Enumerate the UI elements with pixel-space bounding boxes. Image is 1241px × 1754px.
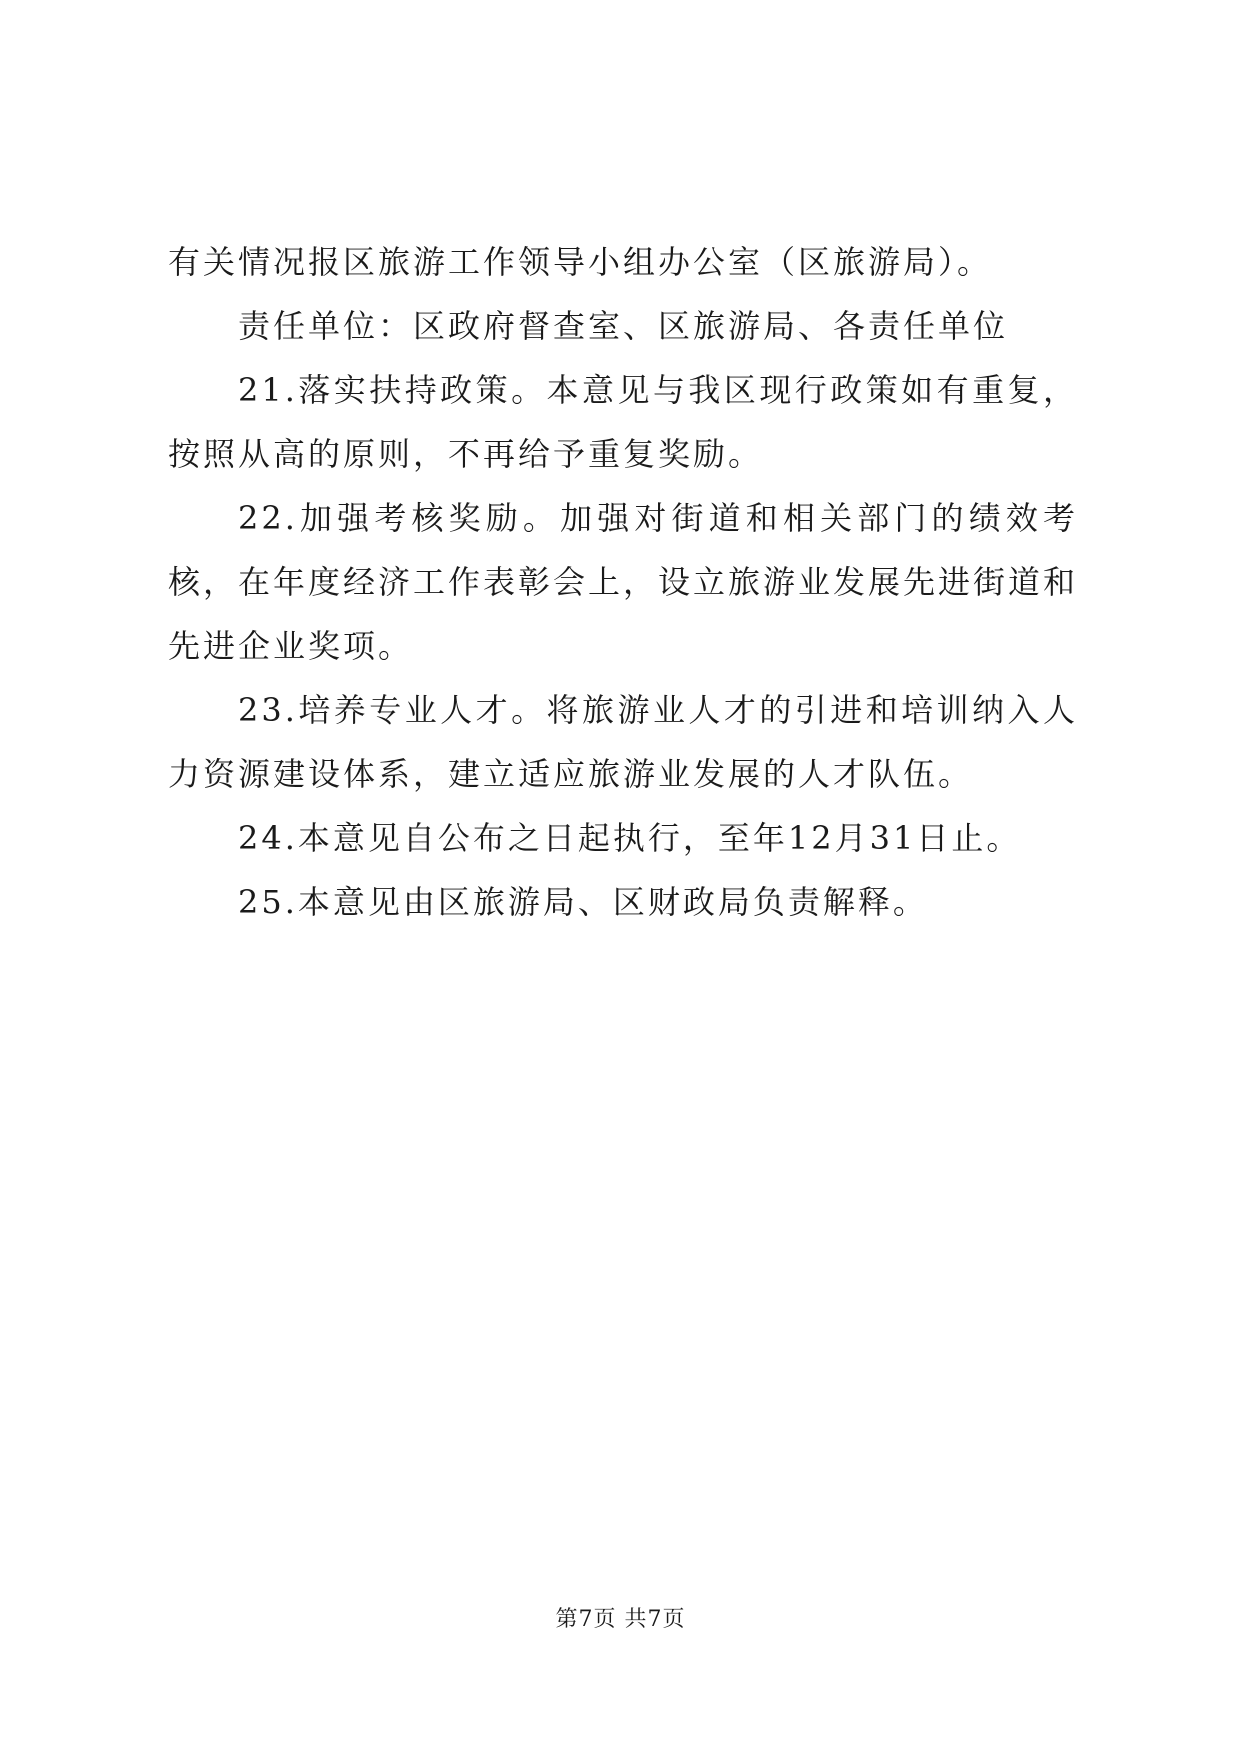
paragraph-responsible-units: 责任单位：区政府督查室、区旅游局、各责任单位: [238, 307, 1009, 345]
page-number-label: 第7页 共7页: [555, 1607, 686, 1632]
document-body: [168, 230, 1078, 934]
page-footer: [0, 1605, 1241, 1635]
paragraph-item-24: 24.本意见自公布之日起执行，至年12月31日止。: [238, 819, 1022, 857]
paragraph-item-22: 22.加强考核奖励。加强对街道和相关部门的绩效考核，在年度经济工作表彰会上，设立旅游业发展先进街道和先进企业奖项。: [168, 499, 1079, 665]
paragraph-item-21: 21.落实扶持政策。本意见与我区现行政策如有重复，按照从高的原则，不再给予重复奖励。: [168, 371, 1078, 473]
paragraph-continuation: 有关情况报区旅游工作领导小组办公室（区旅游局）。: [168, 243, 993, 281]
paragraph-item-23: 23.培养专业人才。将旅游业人才的引进和培训纳入人力资源建设体系，建立适应旅游业发展的人才队伍。: [168, 691, 1078, 793]
paragraph-item-25: 25.本意见由区旅游局、区财政局负责解释。: [238, 883, 928, 921]
